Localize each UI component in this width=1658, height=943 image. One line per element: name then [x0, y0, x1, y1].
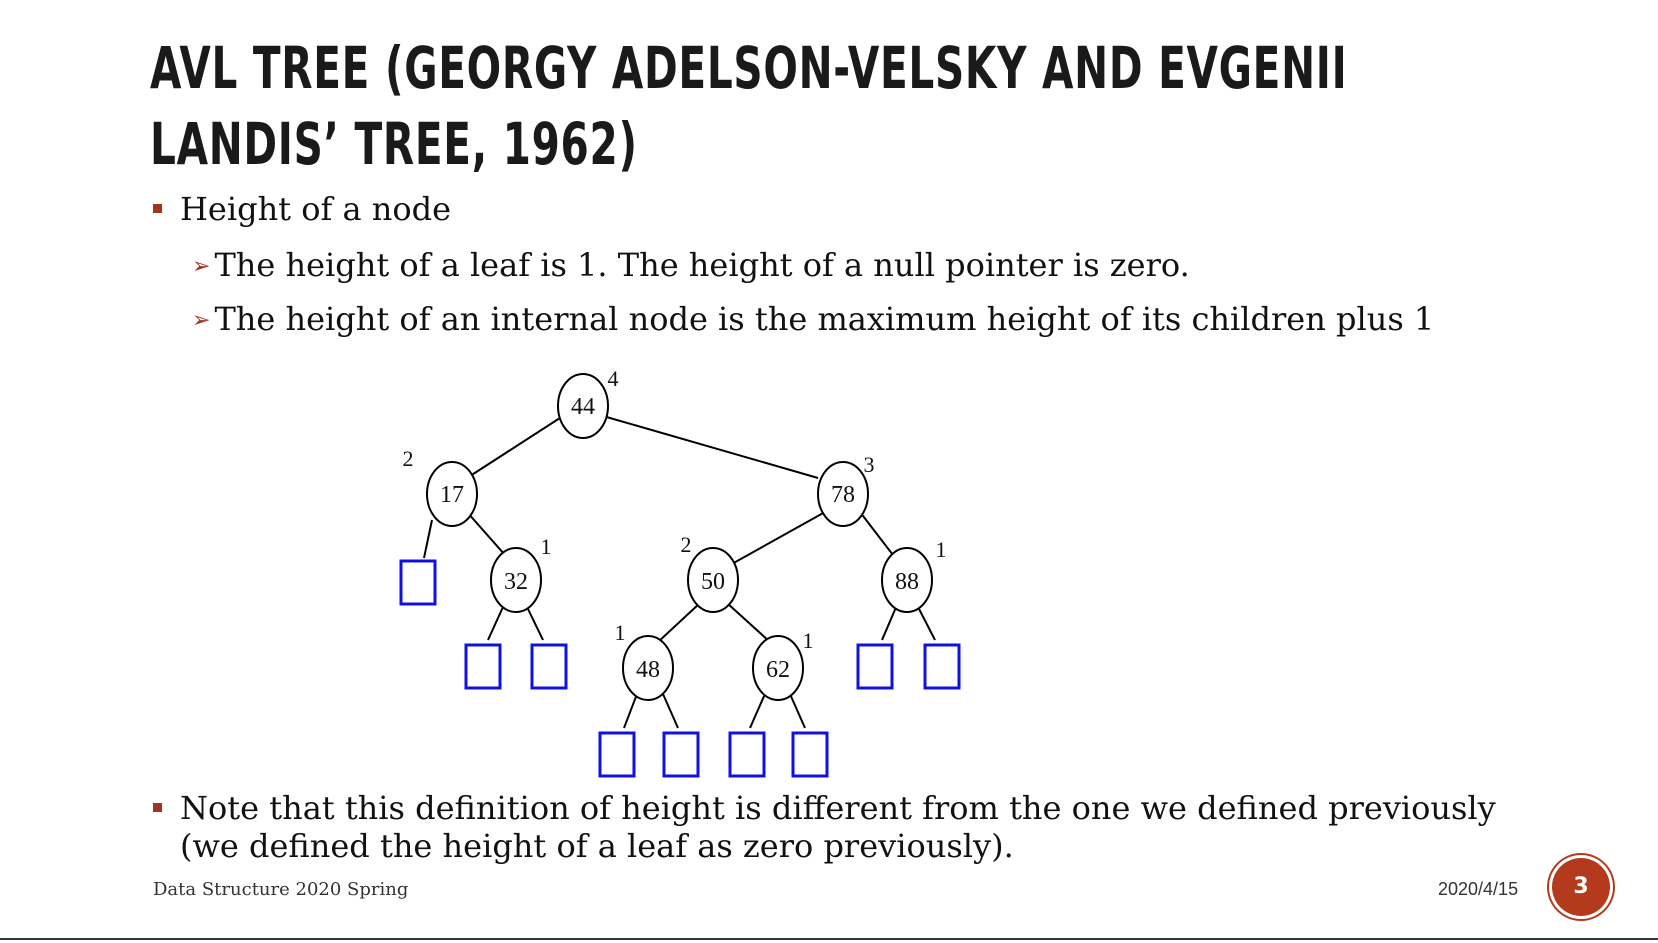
node-height: 4 [607, 366, 619, 391]
bullet-text: Height of a node [180, 190, 452, 228]
tree-node-88 [882, 537, 947, 612]
sub-bullet-text: The height of a leaf is 1. The height of a null pointer is zero. [214, 246, 1190, 284]
null-pointer-box [730, 733, 764, 776]
null-pointer-box [858, 645, 892, 688]
tree-node-50 [681, 532, 739, 612]
node-height: 2 [402, 446, 414, 471]
edge-78-50 [730, 512, 825, 565]
tree-node-62 [753, 628, 814, 700]
bullet-text-line-1: Note that this definition of height is different from the one we defined previously [180, 789, 1496, 827]
node-key: 17 [440, 482, 464, 508]
node-key: 88 [895, 569, 919, 595]
null-pointer-box [600, 733, 634, 776]
edge-32-null-right [527, 607, 543, 640]
null-pointer-box [793, 733, 827, 776]
edge-44-17 [467, 416, 563, 478]
node-height: 1 [540, 534, 552, 559]
edge-88-null-left [882, 605, 897, 640]
page-number-badge: 3 [1552, 858, 1610, 916]
tree-node-17 [403, 446, 478, 526]
tree-node-44 [558, 366, 619, 438]
title-line-2: LANDIS’ TREE, 1962) [150, 110, 638, 178]
title-line-1: AVL TREE (GEORGY ADELSON-VELSKY AND EVGENII [150, 34, 1348, 102]
node-height: 1 [935, 537, 947, 562]
node-key: 78 [831, 482, 855, 508]
node-key: 44 [571, 394, 595, 420]
edge-17-32 [467, 512, 505, 555]
node-height: 1 [614, 620, 626, 645]
null-pointer-box [466, 645, 500, 688]
arrow-bullet-icon: ➢ [192, 254, 211, 279]
tree-node-32 [491, 534, 552, 612]
edge-88-null-right [917, 605, 935, 640]
edge-48-null-left [624, 694, 637, 728]
edge-62-null-left [750, 694, 765, 728]
node-height: 2 [680, 532, 692, 557]
null-pointer-box [925, 645, 959, 688]
bottom-divider [0, 938, 1658, 940]
tree-node-48 [615, 620, 674, 700]
node-height: 3 [863, 452, 875, 477]
null-pointer-box [664, 733, 698, 776]
edge-48-null-right [663, 694, 678, 728]
arrow-bullet-icon: ➢ [192, 308, 211, 333]
edge-62-null-right [790, 694, 805, 728]
edge-50-48 [658, 603, 700, 642]
bullet-note-definition [153, 789, 1496, 865]
footer-course: Data Structure 2020 Spring [153, 879, 409, 900]
node-key: 50 [701, 569, 725, 595]
node-height: 1 [802, 628, 814, 653]
edge-17-null [424, 520, 432, 558]
node-key: 62 [766, 657, 790, 683]
edge-32-null-left [488, 607, 503, 640]
bullet-text-line-2: (we defined the height of a leaf as zero previously). [180, 827, 1014, 865]
edge-78-88 [860, 512, 893, 555]
node-key: 32 [504, 569, 528, 595]
footer-date: 2020/4/15 [1438, 879, 1519, 899]
edge-50-62 [727, 603, 770, 642]
tree-node-78 [818, 452, 875, 526]
null-pointer-box [401, 561, 435, 604]
node-key: 48 [636, 657, 660, 683]
square-bullet-icon [153, 803, 162, 812]
edge-44-78 [603, 416, 818, 478]
sub-bullet-text: The height of an internal node is the maximum height of its children plus 1 [214, 300, 1435, 338]
null-pointer-box [532, 645, 566, 688]
